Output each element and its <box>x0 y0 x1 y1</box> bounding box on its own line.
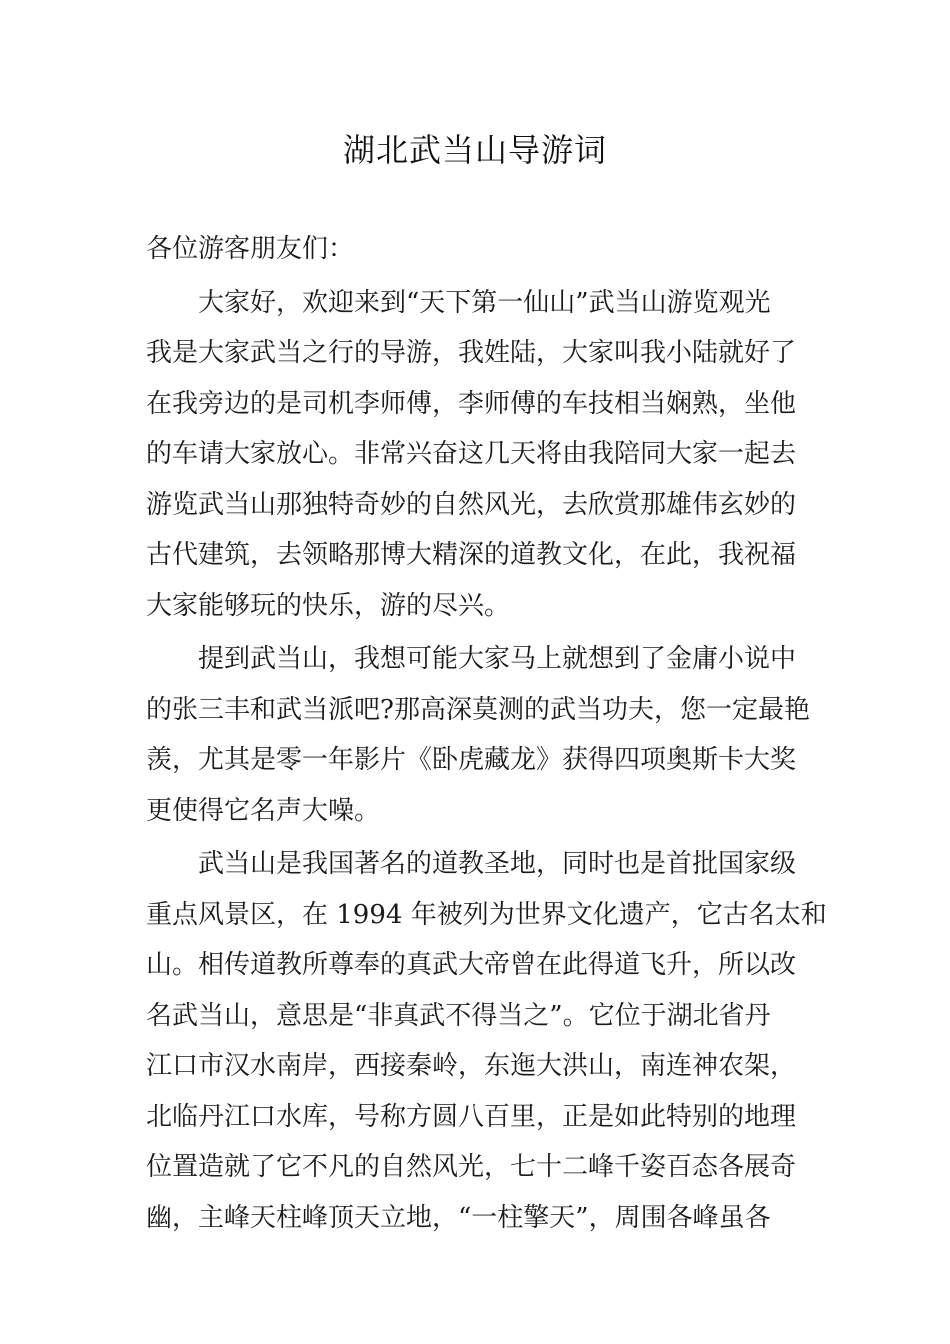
paragraph-line: 大家能够玩的快乐，游的尽兴。 <box>146 590 511 621</box>
paragraph-line: 幽，主峰天柱峰顶天立地，“一柱擎天”，周围各峰虽各 <box>146 1202 771 1233</box>
paragraph-line: 位置造就了它不凡的自然风光，七十二峰千姿百态各展奇 <box>146 1152 797 1182</box>
document-title: 湖北武当山导游词 <box>342 131 607 169</box>
paragraph-line: 的张三丰和武当派吧?那高深莫测的武当功夫，您一定最艳 <box>146 694 810 725</box>
paragraph-line: 武当山是我国著名的道教圣地，同时也是首批国家级 <box>198 849 797 879</box>
paragraph-line: 我是大家武当之行的导游，我姓陆，大家叫我小陆就好了 <box>146 338 797 368</box>
paragraph-line: 提到武当山，我想可能大家马上就想到了金庸小说中 <box>198 644 797 674</box>
paragraph-line: 重点风景区，在 1994 年被列为世界文化遗产，它古名太和 <box>146 899 827 930</box>
paragraph-line: 古代建筑，去领略那博大精深的道教文化，在此，我祝福 <box>146 540 797 570</box>
paragraph-line: 更使得它名声大噪。 <box>146 795 381 826</box>
paragraph-line: 的车请大家放心。非常兴奋这几天将由我陪同大家一起去 <box>146 439 797 469</box>
paragraph-line: 北临丹江口水库，号称方圆八百里，正是如此特别的地理 <box>146 1101 797 1132</box>
paragraph-wudang-fame <box>146 634 810 836</box>
paragraph-line: 游览武当山那独特奇妙的自然风光，去欣赏那雄伟玄妙的 <box>146 489 797 520</box>
paragraph-line: 名武当山，意思是“非真武不得当之”。它位于湖北省丹 <box>146 1000 771 1031</box>
paragraph-welcome <box>146 278 806 632</box>
paragraph-line: 山。相传道教所尊奉的真武大帝曾在此得道飞升，所以改 <box>146 950 797 980</box>
paragraph-wudang-intro <box>146 839 827 1243</box>
paragraph-line: 在我旁边的是司机李师傅，李师傅的车技相当娴熟，坐他 <box>146 388 797 419</box>
paragraph-line: 羡，尤其是零一年影片《卧虎藏龙》获得四项奥斯卡大奖 <box>146 745 797 775</box>
paragraph-line: 大家好，欢迎来到“天下第一仙山”武当山游览观光 <box>198 287 771 318</box>
greeting-line: 各位游客朋友们： <box>146 234 355 264</box>
paragraph-line: 江口市汉水南岸，西接秦岭，东迤大洪山，南连神农架， <box>146 1051 797 1081</box>
document-body <box>146 224 827 1243</box>
